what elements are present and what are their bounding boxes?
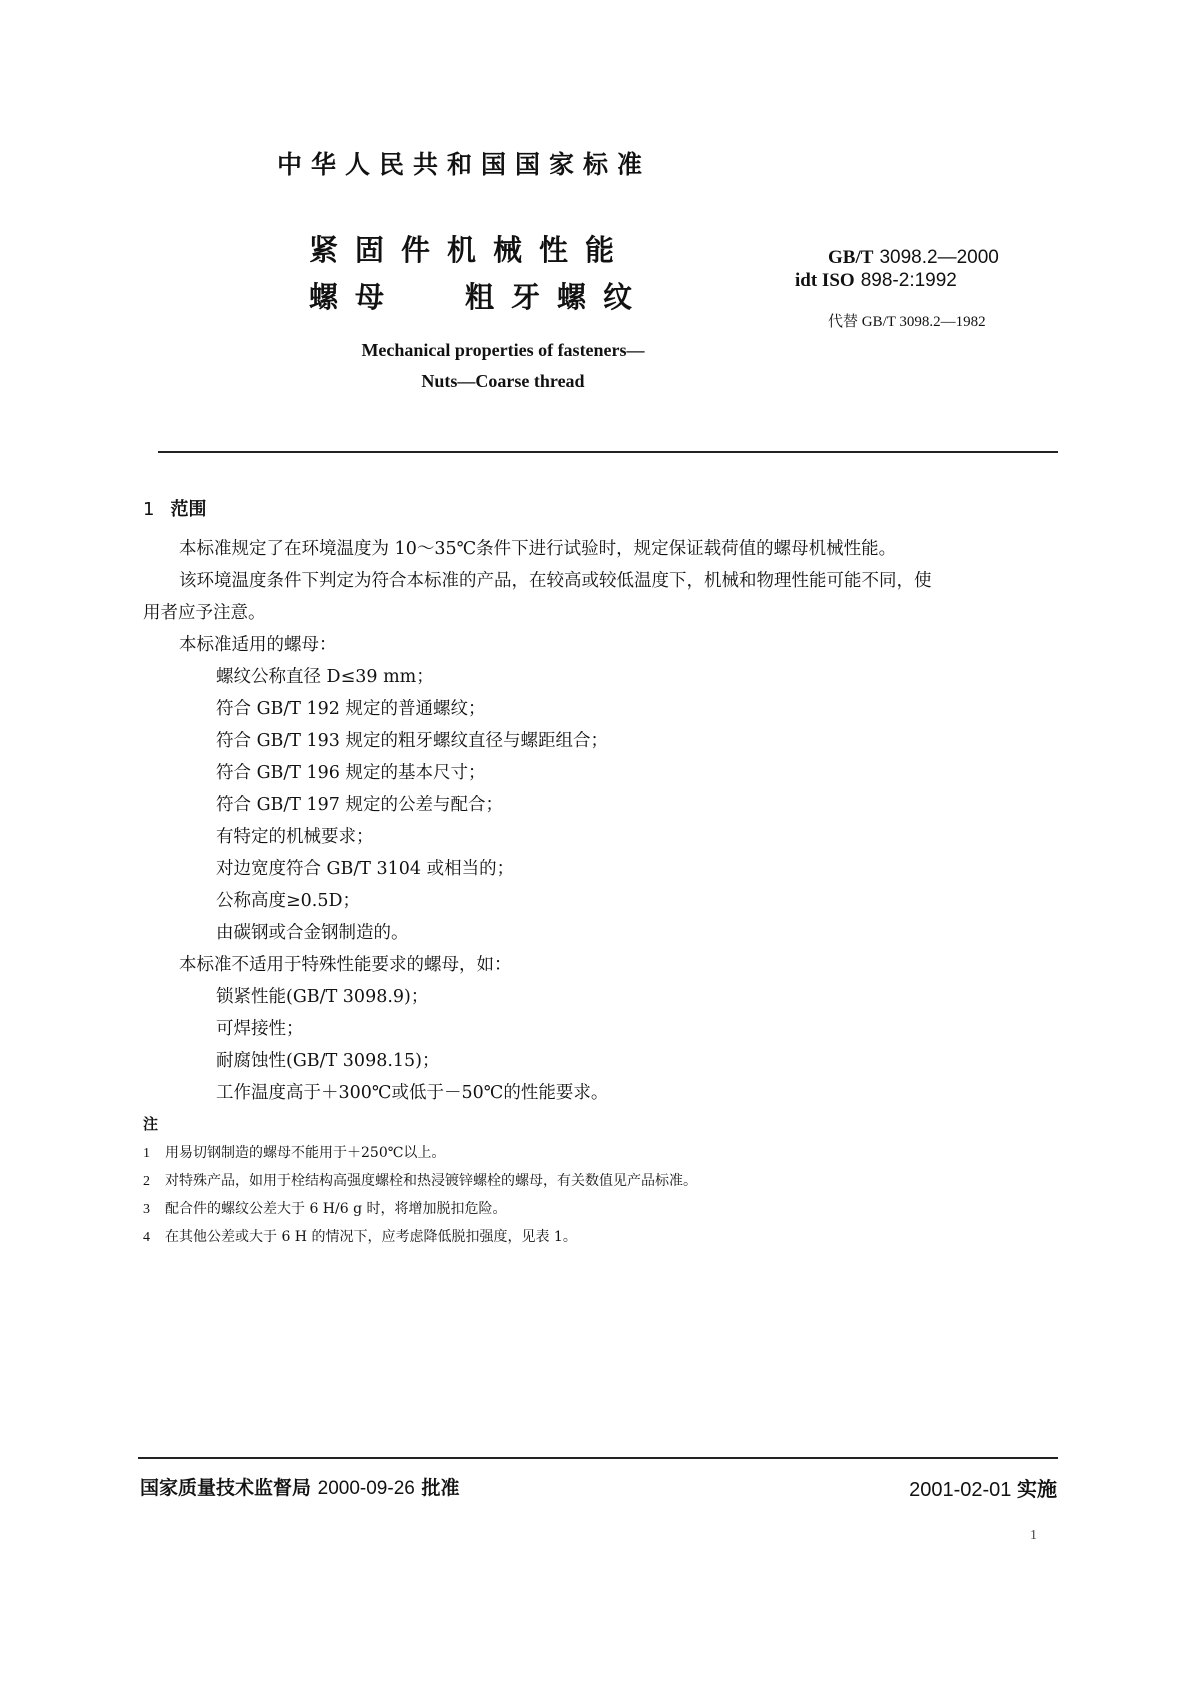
list-item: 符合 GB/T 196 规定的基本尺寸； [216,763,486,783]
approval-date: 2000-09-26 [317,1478,415,1499]
paragraph: 本标准不适用于特殊性能要求的螺母，如： [179,955,512,975]
note-text: 对特殊产品，如用于栓结构高强度螺栓和热浸镀锌螺栓的螺母，有关数值见产品标准。 [165,1173,697,1189]
effective-label: 实施 [1017,1477,1057,1501]
title-en-line1: Mechanical properties of fasteners— [361,340,645,360]
list-item: 符合 GB/T 193 规定的粗牙螺纹直径与螺距组合； [216,731,608,751]
idt-number: 898-2:1992 [860,270,957,291]
note-item [143,1170,697,1190]
note-number: 1 [143,1146,150,1161]
replaces-standard: 代替 GB/T 3098.2—1982 [828,314,986,330]
standard-prefix: GB/T [828,247,874,268]
approval-line [140,1473,459,1500]
header-divider [158,451,1058,453]
title-cn-line2-part-a: 螺母 [309,280,402,314]
paragraph: 本标准适用的螺母： [179,635,337,655]
standard-number [828,246,999,269]
paragraph: 用者应予注意。 [143,603,266,623]
note-item [143,1142,445,1162]
note-text: 在其他公差或大于 6 H 的情况下，应考虑降低脱扣强度，见表 1。 [165,1229,577,1245]
section-heading [143,495,206,521]
list-item: 可焊接性； [216,1019,304,1039]
section-title: 范围 [170,499,207,520]
list-item: 由碳钢或合金钢制造的。 [216,923,409,943]
paragraph: 本标准规定了在环境温度为 10～35℃条件下进行试验时，规定保证载荷值的螺母机械性能。 [179,539,897,559]
approval-label: 批准 [421,1477,460,1499]
idt-prefix: idt ISO [795,270,855,291]
footer-divider [138,1457,1058,1459]
title-cn-line2 [309,275,649,316]
list-item: 锁紧性能(GB/T 3098.9)； [216,987,429,1007]
note-text: 配合件的螺纹公差大于 6 H/6 g 时，将增加脱扣危险。 [165,1201,507,1217]
title-cn-line1: 紧固件机械性能 [309,233,632,267]
note-number: 4 [143,1230,150,1245]
list-item: 对边宽度符合 GB/T 3104 或相当的； [216,859,515,879]
title-cn-line2-part-b: 粗牙螺纹 [465,280,650,314]
section-number: 1 [143,499,155,520]
page-number: 1 [1030,1528,1037,1543]
list-item: 耐腐蚀性(GB/T 3098.15)； [216,1051,440,1071]
list-item: 工作温度高于＋300℃或低于－50℃的性能要求。 [216,1083,609,1103]
list-item: 符合 GB/T 192 规定的普通螺纹； [216,699,486,719]
title-en-line2: Nuts—Coarse thread [421,371,585,391]
paragraph: 该环境温度条件下判定为符合本标准的产品，在较高或较低温度下，机械和物理性能可能不同，使 [179,571,932,591]
note-item [143,1226,577,1246]
list-item: 螺纹公称直径 D≤39 mm； [216,667,434,687]
effective-line [909,1473,1057,1502]
idt-reference [795,269,957,292]
note-item [143,1198,507,1218]
effective-date: 2001-02-01 [909,1479,1012,1501]
note-text: 用易切钢制造的螺母不能用于＋250℃以上。 [165,1145,446,1161]
notes-heading: 注 [143,1115,159,1133]
standard-number-value: 3098.2—2000 [879,247,999,268]
list-item: 公称高度≥0.5D； [216,891,361,911]
note-number: 2 [143,1174,150,1189]
list-item: 有特定的机械要求； [216,827,374,847]
approver: 国家质量技术监督局 [140,1477,312,1499]
national-standard-heading: 中华人民共和国国家标准 [277,150,652,179]
note-number: 3 [143,1202,150,1217]
list-item: 符合 GB/T 197 规定的公差与配合； [216,795,503,815]
